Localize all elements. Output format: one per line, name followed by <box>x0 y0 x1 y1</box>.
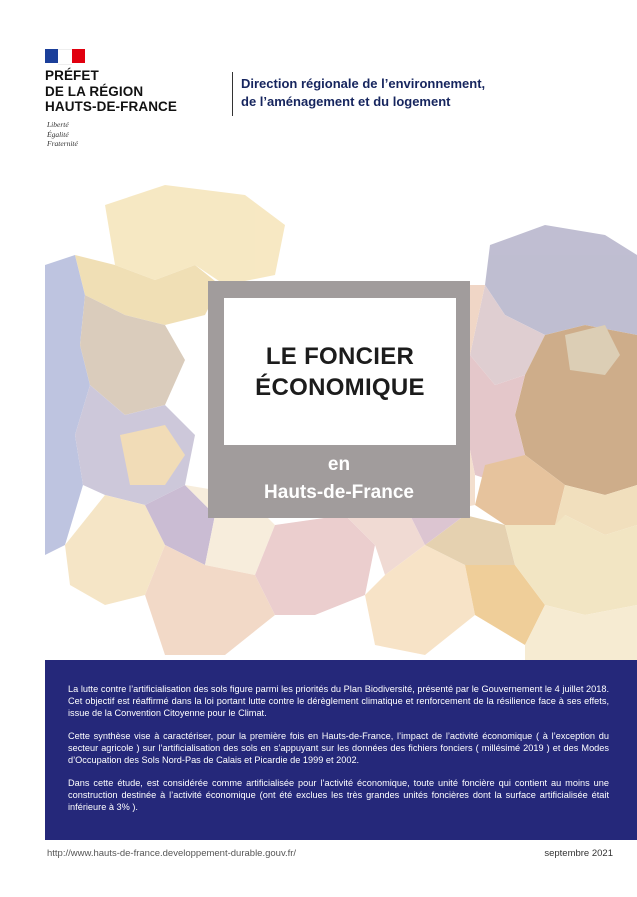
dreal-line: Direction régionale de l’environnement, <box>241 76 486 91</box>
prefet-line: PRÉFET <box>45 68 99 83</box>
republic-motto <box>47 120 78 149</box>
prefet-line: DE LA RÉGION <box>45 83 144 99</box>
prefet-title <box>45 68 177 115</box>
intro-paragraph: La lutte contre l’artificialisation des sols figure parmi les priorités du Plan Biodiversité, présenté par le Gouvernement le 4 juillet 2018. Cet objectif est réaffirmé dans la loi portant lutte contre le dérèglement climatique et renforcement de la résilience face à ses effets, issue de la Convention Citoyenne pour le Climat. <box>68 684 609 718</box>
dreal-title <box>241 75 485 111</box>
subtitle-line: Hauts-de-France <box>264 482 414 503</box>
dreal-line: de l’aménagement et du logement <box>241 94 451 109</box>
marianne-logo <box>45 49 85 63</box>
footer-date: septembre 2021 <box>544 848 613 859</box>
cover-title <box>224 298 456 445</box>
footer-url-link[interactable]: http://www.hauts-de-france.developpement-durable.gouv.fr/ <box>47 848 297 859</box>
motto-line: Égalité <box>47 129 69 139</box>
intro-panel <box>45 660 637 840</box>
title-line: ÉCONOMIQUE <box>255 373 425 401</box>
subtitle-line: en <box>327 454 351 475</box>
intro-paragraph: Dans cette étude, est considérée comme artificialisée pour l’activité économique, toute unité foncière qui contient au moins une construction destinée à l’activité économique (ont été exclues les très grandes unités foncières dont la surface artificialisée était inférieure à 3% ). <box>68 778 609 812</box>
motto-line: Liberté <box>47 120 69 129</box>
header-divider <box>232 72 233 116</box>
title-line: LE FONCIER <box>265 342 415 370</box>
motto-line: Fraternité <box>47 139 78 148</box>
intro-paragraph: Cette synthèse vise à caractériser, pour la première fois en Hauts-de-France, l’impact de l’activité économique ( à l’exception du secteur agricole ) sur l’artificialisation des sols en s’appuyant sur les données des fichiers fonciers ( millésimé 2019 ) et des Modes d’Occupation des Sols Nord-Pas de Calais et Picardie de 1999 et 2002. <box>68 731 609 765</box>
cover-subtitle <box>208 451 470 507</box>
prefet-line: HAUTS-DE-FRANCE <box>45 99 177 114</box>
